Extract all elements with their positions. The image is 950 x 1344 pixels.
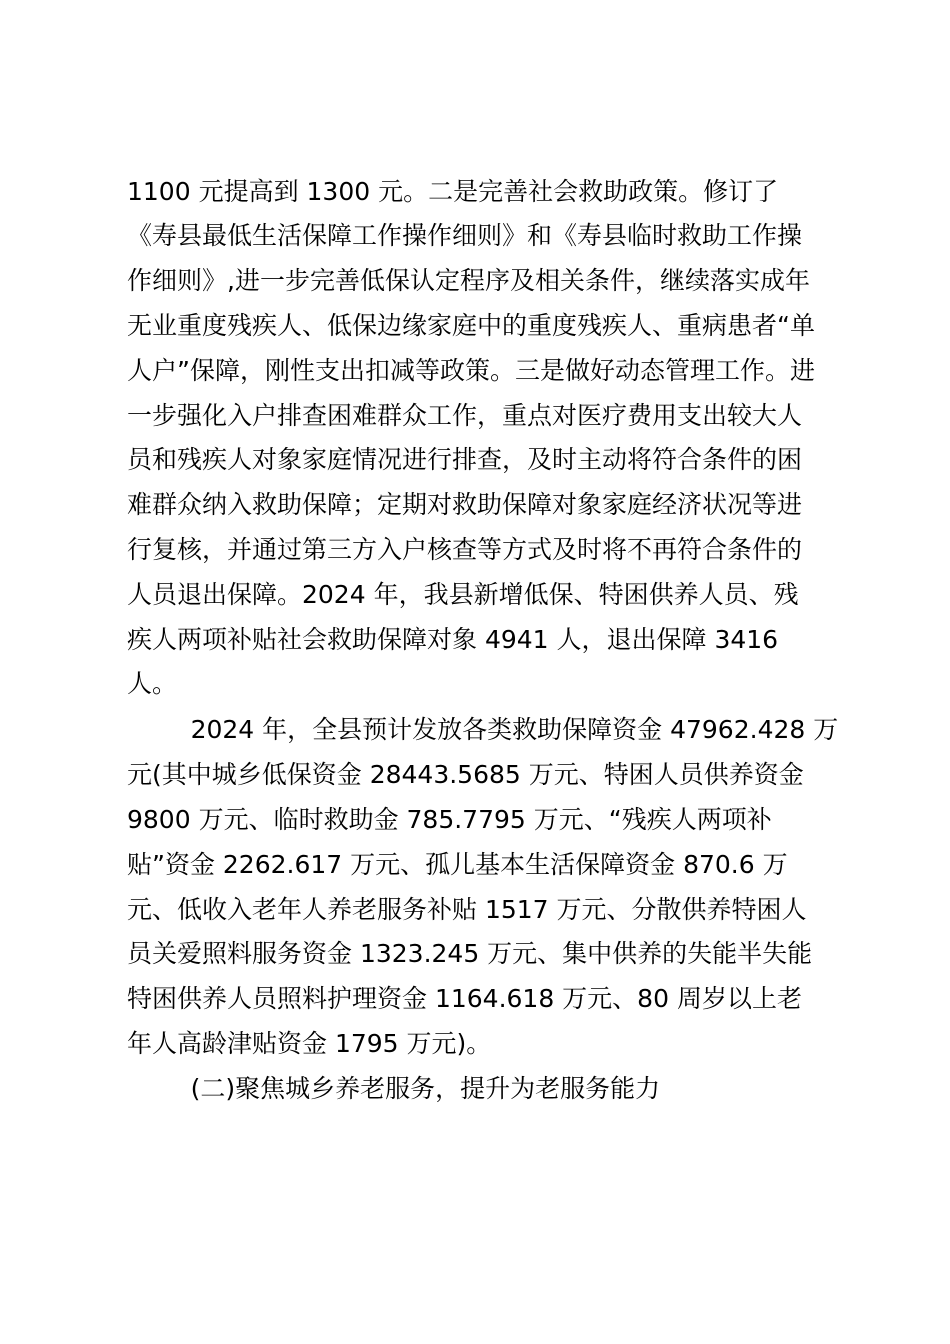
text-line-15: 9800 万元、临时救助金 785.7795 万元、“残疾人两项补 <box>127 805 772 834</box>
text-line-6: 一步强化入户排查困难群众工作，重点对医疗费用支出较大人 <box>127 401 803 430</box>
text-line-14: 元(其中城乡低保资金 28443.5685 万元、特困人员供养资金 <box>127 760 804 789</box>
text-line-3: 作细则》,进一步完善低保认定程序及相关条件，继续落实成年 <box>127 266 810 295</box>
text-line-8: 难群众纳入救助保障；定期对救助保障对象家庭经济状况等进 <box>127 490 803 519</box>
text-line-18: 员关爱照料服务资金 1323.245 万元、集中供养的失能半失能 <box>127 939 813 968</box>
text-line-17: 元、低收入老年人养老服务补贴 1517 万元、分散供养特困人 <box>127 895 807 924</box>
section-heading: (二)聚焦城乡养老服务，提升为老服务能力 <box>127 1074 661 1103</box>
text-line-5: 人户”保障，刚性支出扣减等政策。三是做好动态管理工作。进 <box>127 356 815 385</box>
text-line-7: 员和残疾人对象家庭情况进行排查，及时主动将符合条件的困 <box>127 445 803 474</box>
text-line-9: 行复核，并通过第三方入户核查等方式及时将不再符合条件的 <box>127 535 803 564</box>
text-line-4: 无业重度残疾人、低保边缘家庭中的重度残疾人、重病患者“单 <box>127 311 815 340</box>
text-line-12: 人。 <box>127 669 178 698</box>
text-line-11: 疾人两项补贴社会救助保障对象 4941 人，退出保障 3416 <box>127 625 779 654</box>
text-line-1: 1100 元提高到 1300 元。二是完善社会救助政策。修订了 <box>127 177 779 206</box>
text-line-10: 人员退出保障。2024 年，我县新增低保、特困供养人员、残 <box>127 580 799 609</box>
text-line-16: 贴”资金 2262.617 万元、孤儿基本生活保障资金 870.6 万 <box>127 850 788 879</box>
text-line-2: 《寿县最低生活保障工作操作细则》和《寿县临时救助工作操 <box>127 221 803 250</box>
text-line-20: 年人高龄津贴资金 1795 万元)。 <box>127 1029 492 1058</box>
text-line-19: 特困供养人员照料护理资金 1164.618 万元、80 周岁以上老 <box>127 984 802 1013</box>
text-line-13: 2024 年，全县预计发放各类救助保障资金 47962.428 万 <box>127 715 839 744</box>
